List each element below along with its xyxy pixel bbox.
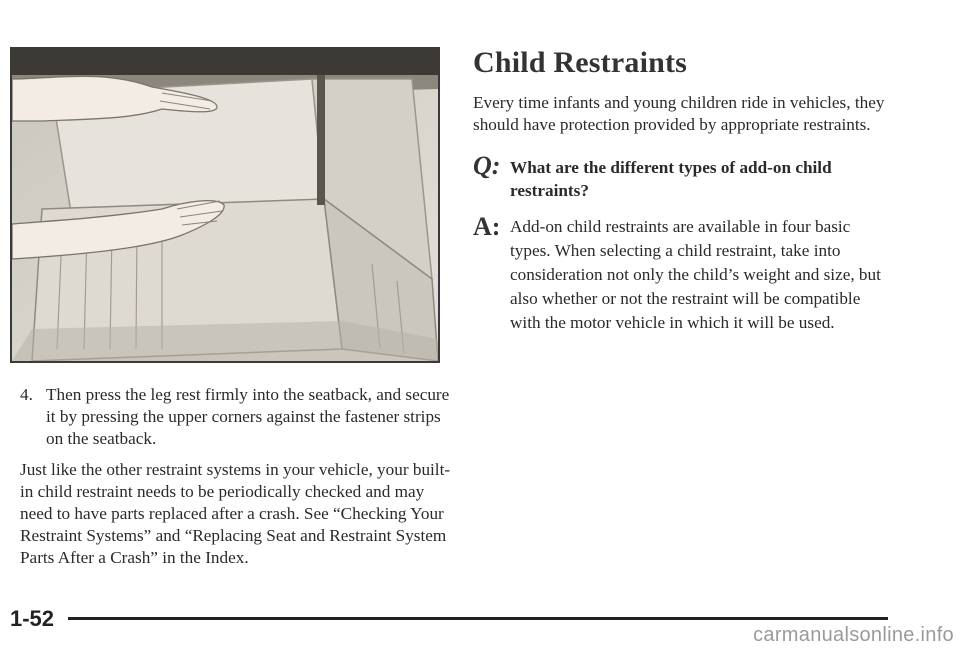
answer-mark: A: [473, 212, 501, 241]
footer-rule [68, 617, 888, 620]
question-mark: Q: [473, 151, 501, 180]
step-text: Then press the leg rest firmly into the seatback, and secure it by pressing the upper corners against the fastener strips on the seatback. [46, 385, 450, 448]
section-title: Child Restraints [473, 46, 688, 79]
page-number: 1-52 [10, 606, 55, 631]
question-text: What are the different types of add-on child restraints? [510, 158, 832, 200]
answer-text: Add-on child restraints are available in four basic types. When selecting a child restraint, take into consideration not only the child’s weight and size, but also whether or not the restraint will be compatible with the motor vehicle in which it will be used. [510, 217, 881, 332]
intro-paragraph: Every time infants and young children ride in vehicles, they should have protection provided by appropriate restraints. [473, 93, 885, 134]
seatback-photo [10, 47, 440, 363]
step-4 [20, 384, 450, 450]
body-paragraph: Just like the other restraint systems in your vehicle, your built-in child restraint needs to be periodically checked and may need to have parts replaced after a crash. See “Checking Your Restraint Systems” and “Replacing Seat and Restraint System Parts After a Crash” in the Index. [20, 460, 451, 567]
watermark: carmanualsonline.info [753, 624, 954, 646]
step-number: 4. [20, 385, 33, 404]
seat-illustration [12, 49, 438, 361]
